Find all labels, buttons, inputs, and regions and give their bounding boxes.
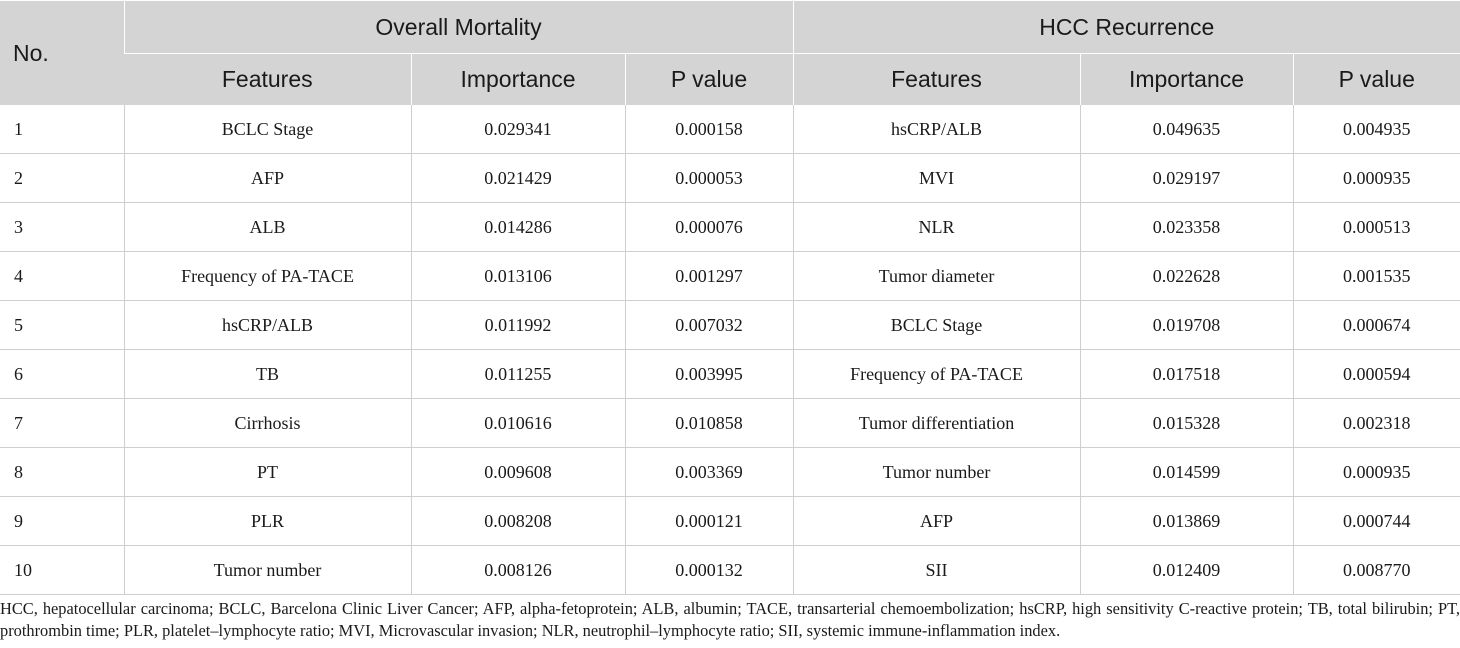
- cell-importance-recurrence: 0.049635: [1080, 105, 1293, 154]
- cell-feature-recurrence: MVI: [793, 154, 1080, 203]
- cell-importance-recurrence: 0.012409: [1080, 546, 1293, 595]
- cell-pvalue-recurrence: 0.002318: [1293, 399, 1460, 448]
- cell-pvalue-mortality: 0.000076: [625, 203, 793, 252]
- cell-importance-recurrence: 0.013869: [1080, 497, 1293, 546]
- cell-importance-mortality: 0.011255: [411, 350, 625, 399]
- cell-pvalue-recurrence: 0.000513: [1293, 203, 1460, 252]
- cell-no: 7: [0, 399, 124, 448]
- cell-feature-recurrence: Tumor diameter: [793, 252, 1080, 301]
- table-row: [0, 546, 1460, 595]
- cell-importance-recurrence: 0.015328: [1080, 399, 1293, 448]
- cell-importance-mortality: 0.013106: [411, 252, 625, 301]
- header-no: No.: [0, 1, 124, 106]
- header-pvalue-right: P value: [1293, 54, 1460, 106]
- cell-feature-mortality: PT: [124, 448, 411, 497]
- cell-importance-recurrence: 0.022628: [1080, 252, 1293, 301]
- table-row: [0, 399, 1460, 448]
- cell-importance-mortality: 0.014286: [411, 203, 625, 252]
- cell-pvalue-mortality: 0.007032: [625, 301, 793, 350]
- cell-pvalue-mortality: 0.010858: [625, 399, 793, 448]
- cell-feature-recurrence: Tumor differentiation: [793, 399, 1080, 448]
- table-body: [0, 105, 1460, 595]
- cell-no: 8: [0, 448, 124, 497]
- header-pvalue-left: P value: [625, 54, 793, 106]
- cell-feature-mortality: Frequency of PA-TACE: [124, 252, 411, 301]
- cell-pvalue-mortality: 0.000132: [625, 546, 793, 595]
- table-row: [0, 252, 1460, 301]
- cell-pvalue-recurrence: 0.000935: [1293, 448, 1460, 497]
- cell-feature-recurrence: Tumor number: [793, 448, 1080, 497]
- header-row-groups: [0, 1, 1460, 54]
- cell-pvalue-recurrence: 0.001535: [1293, 252, 1460, 301]
- cell-no: 9: [0, 497, 124, 546]
- cell-importance-recurrence: 0.014599: [1080, 448, 1293, 497]
- cell-feature-recurrence: BCLC Stage: [793, 301, 1080, 350]
- header-features-right: Features: [793, 54, 1080, 106]
- cell-feature-recurrence: Frequency of PA-TACE: [793, 350, 1080, 399]
- cell-feature-mortality: ALB: [124, 203, 411, 252]
- header-importance-left: Importance: [411, 54, 625, 106]
- cell-feature-mortality: PLR: [124, 497, 411, 546]
- cell-feature-recurrence: AFP: [793, 497, 1080, 546]
- cell-feature-mortality: AFP: [124, 154, 411, 203]
- cell-feature-mortality: hsCRP/ALB: [124, 301, 411, 350]
- cell-importance-recurrence: 0.023358: [1080, 203, 1293, 252]
- cell-importance-recurrence: 0.019708: [1080, 301, 1293, 350]
- cell-feature-recurrence: NLR: [793, 203, 1080, 252]
- cell-no: 10: [0, 546, 124, 595]
- cell-importance-recurrence: 0.029197: [1080, 154, 1293, 203]
- cell-no: 6: [0, 350, 124, 399]
- table-row: [0, 497, 1460, 546]
- header-group-hcc-recurrence: HCC Recurrence: [793, 1, 1460, 54]
- cell-pvalue-mortality: 0.000158: [625, 105, 793, 154]
- cell-importance-mortality: 0.011992: [411, 301, 625, 350]
- cell-pvalue-mortality: 0.003369: [625, 448, 793, 497]
- table-header: [0, 1, 1460, 106]
- cell-pvalue-mortality: 0.003995: [625, 350, 793, 399]
- table-row: [0, 105, 1460, 154]
- cell-feature-mortality: TB: [124, 350, 411, 399]
- cell-importance-mortality: 0.010616: [411, 399, 625, 448]
- cell-pvalue-recurrence: 0.000935: [1293, 154, 1460, 203]
- header-importance-right: Importance: [1080, 54, 1293, 106]
- cell-pvalue-recurrence: 0.008770: [1293, 546, 1460, 595]
- cell-importance-mortality: 0.021429: [411, 154, 625, 203]
- header-row-columns: [0, 54, 1460, 106]
- cell-feature-mortality: Tumor number: [124, 546, 411, 595]
- cell-pvalue-recurrence: 0.004935: [1293, 105, 1460, 154]
- table-row: [0, 154, 1460, 203]
- cell-feature-recurrence: SII: [793, 546, 1080, 595]
- cell-no: 1: [0, 105, 124, 154]
- table-footnote: HCC, hepatocellular carcinoma; BCLC, Barcelona Clinic Liver Cancer; AFP, alpha-fetoprotein; ALB, albumin; TACE, transarterial chemoembolization; hsCRP, high sensitivity C-reactive protein; TB, total bilirubin; PT, prothrombin time; PLR, platelet–lymphocyte ratio; MVI, Microvascular invasion; NLR, neutrophil–lymphocyte ratio; SII, systemic immune-inflammation index.: [0, 599, 1460, 640]
- cell-no: 3: [0, 203, 124, 252]
- cell-pvalue-mortality: 0.001297: [625, 252, 793, 301]
- cell-pvalue-recurrence: 0.000674: [1293, 301, 1460, 350]
- cell-pvalue-recurrence: 0.000594: [1293, 350, 1460, 399]
- table-row: [0, 448, 1460, 497]
- header-features-left: Features: [124, 54, 411, 106]
- cell-feature-mortality: Cirrhosis: [124, 399, 411, 448]
- cell-pvalue-recurrence: 0.000744: [1293, 497, 1460, 546]
- cell-feature-mortality: BCLC Stage: [124, 105, 411, 154]
- cell-no: 5: [0, 301, 124, 350]
- cell-no: 2: [0, 154, 124, 203]
- table-row: [0, 301, 1460, 350]
- cell-no: 4: [0, 252, 124, 301]
- cell-importance-mortality: 0.008208: [411, 497, 625, 546]
- cell-importance-mortality: 0.029341: [411, 105, 625, 154]
- table-row: [0, 350, 1460, 399]
- table-row: [0, 203, 1460, 252]
- cell-importance-mortality: 0.009608: [411, 448, 625, 497]
- cell-pvalue-mortality: 0.000053: [625, 154, 793, 203]
- cell-pvalue-mortality: 0.000121: [625, 497, 793, 546]
- cell-feature-recurrence: hsCRP/ALB: [793, 105, 1080, 154]
- cell-importance-recurrence: 0.017518: [1080, 350, 1293, 399]
- header-group-overall-mortality: Overall Mortality: [124, 1, 793, 54]
- cell-importance-mortality: 0.008126: [411, 546, 625, 595]
